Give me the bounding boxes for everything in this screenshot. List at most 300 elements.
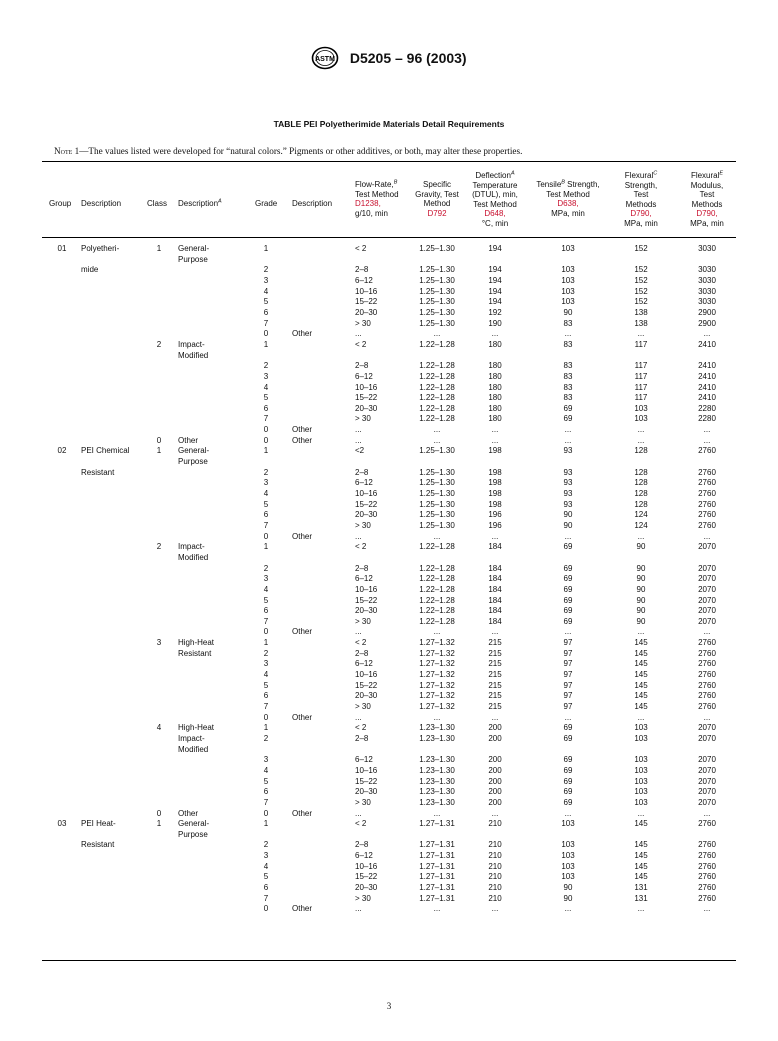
- cell-fs: 117: [634, 371, 648, 381]
- cell-tens: 93: [563, 478, 573, 488]
- cell-group: 03: [57, 819, 67, 829]
- cell-flow: < 2: [355, 542, 367, 552]
- cell-dtul: 200: [488, 755, 502, 765]
- cell-dtul: ...: [491, 425, 499, 435]
- cell-gdesc: mide: [81, 265, 99, 275]
- cell-fs: 117: [634, 393, 648, 403]
- cell-tens: 69: [563, 403, 573, 413]
- cell-grade: 4: [263, 670, 269, 679]
- cell-sg: ...: [433, 627, 441, 637]
- dtul-standard-link[interactable]: D648,: [484, 209, 506, 218]
- cell-flow: 15–22: [355, 393, 378, 403]
- cell-sg: 1.25–1.30: [419, 286, 455, 296]
- cell-fs: 90: [636, 606, 646, 616]
- cell-grade: 2: [263, 467, 269, 477]
- cell-dtul: 198: [488, 478, 502, 488]
- cell-sg: ...: [433, 425, 441, 435]
- cell-flow: ...: [355, 904, 362, 914]
- col-flexural-modulus: Flexural$^E$ Modulus, Test Methods D790, MPa, min: [682, 171, 732, 228]
- cell-fs: 152: [634, 297, 648, 307]
- cell-fm: 2760: [698, 819, 716, 829]
- cell-dtul: 200: [488, 733, 502, 743]
- table-note: [54, 146, 522, 156]
- cell-fm: 2760: [698, 520, 716, 530]
- cell-tens: 90: [563, 307, 573, 317]
- cell-fm: 2070: [698, 584, 716, 594]
- cell-fs: 145: [634, 691, 648, 701]
- cell-group: 01: [57, 244, 67, 253]
- cell-dtul: 210: [488, 819, 502, 829]
- cell-sg: 1.22–1.28: [419, 339, 455, 349]
- cell-fs: 138: [634, 307, 648, 317]
- cell-flow: 15–22: [355, 595, 378, 605]
- cell-tens: 69: [563, 776, 573, 786]
- cell-fm: 2760: [698, 680, 716, 690]
- cell-flow: > 30: [355, 414, 371, 424]
- cell-sg: 1.27–1.31: [419, 861, 455, 871]
- cell-dtul: 210: [488, 872, 502, 882]
- cell-grade: 2: [263, 733, 269, 743]
- col-flow-rate: Flow-Rate,$^B$ Test Method D1238, g/10, min: [355, 179, 399, 218]
- cell-dtul: 190: [488, 318, 502, 328]
- cell-fm: 2070: [698, 606, 716, 616]
- cell-sg: 1.22–1.28: [419, 361, 455, 371]
- cell-fm: 2760: [698, 648, 716, 658]
- cell-sg: 1.27–1.32: [419, 659, 455, 669]
- cell-grade: 2: [263, 361, 269, 371]
- cell-flow: 6–12: [355, 478, 373, 488]
- col-group: Group: [49, 199, 72, 208]
- cell-tens: ...: [564, 329, 572, 339]
- cell-tens: 103: [561, 297, 575, 307]
- table-bottom-rule: [42, 960, 736, 961]
- cell-tens: 97: [563, 659, 573, 669]
- cell-fs: 103: [634, 733, 648, 743]
- cell-dtul: 180: [488, 393, 502, 403]
- cell-grade: 2: [263, 840, 269, 850]
- cell-fs: 90: [636, 595, 646, 605]
- cell-dtul: 200: [488, 776, 502, 786]
- cell-sg: 1.27–1.32: [419, 648, 455, 658]
- cell-tens: 103: [561, 819, 575, 829]
- cell-cdesc: General-: [178, 446, 210, 456]
- cell-tens: 69: [563, 755, 573, 765]
- cell-flow: 15–22: [355, 776, 378, 786]
- cell-cdesc: Modified: [178, 552, 209, 562]
- cell-fm: ...: [703, 712, 711, 722]
- cell-sg: 1.27–1.31: [419, 872, 455, 882]
- cell-sg: 1.22–1.28: [419, 382, 455, 392]
- cell-grade: 0: [263, 435, 269, 445]
- cell-fm: 3030: [698, 265, 716, 275]
- cell-dtul: 215: [488, 659, 502, 669]
- cell-cls: 0: [156, 435, 162, 445]
- cell-grade: 2: [263, 648, 269, 658]
- cell-flow: > 30: [355, 520, 371, 530]
- cell-cdesc: High-Heat: [178, 638, 215, 647]
- cell-fm: 2760: [698, 510, 716, 520]
- cell-fm: 2410: [698, 393, 716, 403]
- cell-fs: 152: [634, 275, 648, 285]
- note-label: Note: [54, 146, 73, 156]
- cell-cls: 1: [156, 819, 162, 829]
- cell-fs: 128: [634, 499, 648, 509]
- cell-fs: 145: [634, 670, 648, 679]
- cell-fm: 2900: [698, 307, 716, 317]
- cell-fs: 145: [634, 872, 648, 882]
- cell-gdesc: PEI Heat-: [81, 819, 116, 829]
- cell-fm: 2070: [698, 733, 716, 743]
- cell-grade: 5: [263, 297, 269, 307]
- cell-tens: 97: [563, 638, 573, 647]
- cell-sg: 1.25–1.30: [419, 499, 455, 509]
- cell-grade: 6: [263, 691, 269, 701]
- cell-gd: Other: [292, 425, 313, 435]
- sg-standard-link[interactable]: D792: [427, 208, 447, 218]
- cell-dtul: 210: [488, 883, 502, 892]
- cell-grade: 3: [263, 659, 269, 669]
- cell-tens: 83: [563, 361, 573, 371]
- cell-fm: 2760: [698, 702, 716, 711]
- cell-sg: 1.25–1.30: [419, 446, 455, 456]
- cell-dtul: 180: [488, 339, 502, 349]
- cell-tens: 83: [563, 382, 573, 392]
- cell-cdesc: Impact-: [178, 339, 205, 349]
- cell-flow: 20–30: [355, 307, 378, 317]
- cell-dtul: 180: [488, 371, 502, 381]
- cell-grade: 6: [263, 883, 269, 892]
- cell-flow: 2–8: [355, 361, 369, 371]
- cell-fm: 3030: [698, 244, 716, 253]
- cell-fs: 128: [634, 446, 648, 456]
- cell-tens: ...: [564, 425, 572, 435]
- cell-tens: 90: [563, 893, 573, 903]
- cell-tens: 103: [561, 265, 575, 275]
- cell-fs: 152: [634, 286, 648, 296]
- cell-fs: 145: [634, 819, 648, 829]
- cell-flow: ...: [355, 627, 362, 637]
- cell-sg: ...: [433, 904, 441, 914]
- cell-cls: 1: [156, 446, 162, 456]
- cell-dtul: 184: [488, 616, 502, 626]
- cell-flow: 2–8: [355, 265, 369, 275]
- cell-sg: 1.22–1.28: [419, 414, 455, 424]
- cell-tens: 93: [563, 499, 573, 509]
- flexural-strength-standard-link[interactable]: D790,: [630, 209, 652, 218]
- cell-fm: 2760: [698, 489, 716, 498]
- cell-sg: 1.27–1.32: [419, 702, 455, 711]
- cell-fs: 145: [634, 851, 648, 861]
- cell-cdesc: Purpose: [178, 254, 208, 264]
- cell-dtul: 184: [488, 595, 502, 605]
- cell-tens: 69: [563, 723, 573, 733]
- cell-fm: 2760: [698, 670, 716, 679]
- cell-fm: 2070: [698, 787, 716, 797]
- cell-fm: 2280: [698, 414, 716, 424]
- cell-flow: 10–16: [355, 489, 378, 498]
- cell-flow: > 30: [355, 318, 371, 328]
- cell-grade: 1: [263, 339, 269, 349]
- astm-logo-icon: [311, 46, 339, 70]
- cell-fm: 2070: [698, 616, 716, 626]
- cell-sg: 1.23–1.30: [419, 733, 455, 743]
- cell-fs: 103: [634, 723, 648, 733]
- cell-fs: ...: [637, 904, 645, 914]
- cell-fs: 128: [634, 489, 648, 498]
- cell-fm: 2760: [698, 478, 716, 488]
- cell-fm: 2070: [698, 755, 716, 765]
- cell-grade: 5: [263, 872, 269, 882]
- flexural-modulus-standard-link[interactable]: D790,: [696, 209, 718, 218]
- cell-sg: 1.23–1.30: [419, 755, 455, 765]
- cell-fm: 2280: [698, 403, 716, 413]
- cell-fs: 152: [634, 265, 648, 275]
- cell-sg: 1.22–1.28: [419, 595, 455, 605]
- cell-fs: 90: [636, 616, 646, 626]
- cell-tens: 93: [563, 489, 573, 498]
- cell-sg: 1.23–1.30: [419, 765, 455, 775]
- cell-dtul: 180: [488, 361, 502, 371]
- cell-cdesc: General-: [178, 244, 210, 253]
- cell-dtul: 210: [488, 840, 502, 850]
- cell-cdesc: Other: [178, 435, 199, 445]
- cell-grade: 0: [263, 627, 269, 637]
- cell-dtul: 184: [488, 574, 502, 584]
- cell-sg: 1.23–1.30: [419, 787, 455, 797]
- cell-sg: 1.22–1.28: [419, 403, 455, 413]
- cell-cdesc: High-Heat: [178, 723, 215, 733]
- cell-fm: ...: [703, 627, 711, 637]
- cell-tens: 69: [563, 616, 573, 626]
- cell-dtul: 196: [488, 510, 502, 520]
- cell-sg: 1.23–1.30: [419, 723, 455, 733]
- col-description: Description: [81, 199, 122, 208]
- cell-fs: 145: [634, 659, 648, 669]
- cell-dtul: 198: [488, 467, 502, 477]
- cell-fm: 2410: [698, 361, 716, 371]
- cell-fs: 131: [634, 883, 648, 892]
- cell-tens: 90: [563, 520, 573, 530]
- cell-gd: Other: [292, 329, 313, 339]
- cell-grade: 5: [263, 595, 269, 605]
- cell-grade: 6: [263, 787, 269, 797]
- cell-fm: 2070: [698, 797, 716, 807]
- cell-dtul: 180: [488, 414, 502, 424]
- cell-sg: 1.22–1.28: [419, 563, 455, 573]
- cell-flow: 6–12: [355, 851, 373, 861]
- cell-flow: ...: [355, 531, 362, 541]
- cell-gd: Other: [292, 531, 313, 541]
- cell-fs: 145: [634, 702, 648, 711]
- cell-grade: 4: [263, 382, 269, 392]
- cell-tens: 69: [563, 563, 573, 573]
- cell-tens: 69: [563, 765, 573, 775]
- cell-fm: ...: [703, 435, 711, 445]
- cell-gdesc: PEI Chemical: [81, 446, 130, 456]
- cell-fs: 145: [634, 840, 648, 850]
- cell-sg: 1.25–1.30: [419, 318, 455, 328]
- cell-sg: 1.27–1.32: [419, 638, 455, 647]
- cell-fm: 2070: [698, 563, 716, 573]
- standard-designation: D5205 – 96 (2003): [349, 50, 467, 66]
- cell-tens: 93: [563, 467, 573, 477]
- cell-fs: 103: [634, 797, 648, 807]
- cell-grade: 0: [263, 904, 269, 914]
- cell-flow: 10–16: [355, 765, 378, 775]
- cell-flow: > 30: [355, 797, 371, 807]
- cell-sg: 1.22–1.28: [419, 574, 455, 584]
- cell-sg: 1.25–1.30: [419, 489, 455, 498]
- cell-grade: 7: [263, 414, 269, 424]
- cell-fm: 2760: [698, 638, 716, 647]
- cell-tens: ...: [564, 435, 572, 445]
- cell-tens: ...: [564, 531, 572, 541]
- cell-sg: 1.25–1.30: [419, 510, 455, 520]
- cell-fm: 2070: [698, 542, 716, 552]
- cell-dtul: ...: [491, 808, 499, 818]
- cell-fm: 2410: [698, 371, 716, 381]
- cell-dtul: ...: [491, 712, 499, 722]
- cell-dtul: 215: [488, 702, 502, 711]
- cell-grade: 5: [263, 393, 269, 403]
- cell-flow: ...: [355, 435, 362, 445]
- cell-tens: 83: [563, 393, 573, 403]
- cell-grade: 0: [263, 329, 269, 339]
- cell-fs: 124: [634, 510, 648, 520]
- cell-dtul: 184: [488, 542, 502, 552]
- flow-standard-link[interactable]: D1238,: [355, 199, 381, 208]
- cell-fm: 2070: [698, 765, 716, 775]
- cell-fs: 131: [634, 893, 648, 903]
- cell-flow: 20–30: [355, 403, 378, 413]
- note-text: 1—The values listed were developed for “natural colors.” Pigments or other additives, or both, may alter these properties.: [72, 146, 523, 156]
- cell-tens: 83: [563, 318, 573, 328]
- cell-tens: 93: [563, 446, 573, 456]
- cell-fs: 124: [634, 520, 648, 530]
- cell-sg: 1.27–1.32: [419, 670, 455, 679]
- cell-tens: 69: [563, 733, 573, 743]
- cell-cdesc: Resistant: [178, 648, 212, 658]
- cell-dtul: 194: [488, 297, 502, 307]
- svg-text:ASTM: ASTM: [315, 56, 336, 63]
- cell-grade: 1: [263, 244, 269, 253]
- cell-grade: 0: [263, 425, 269, 435]
- cell-flow: 15–22: [355, 297, 378, 307]
- cell-fs: 145: [634, 680, 648, 690]
- cell-fm: 2760: [698, 851, 716, 861]
- cell-sg: 1.25–1.30: [419, 520, 455, 530]
- cell-grade: 3: [263, 851, 269, 861]
- cell-dtul: 198: [488, 499, 502, 509]
- cell-dtul: 194: [488, 265, 502, 275]
- cell-tens: 103: [561, 275, 575, 285]
- cell-flow: ...: [355, 808, 362, 818]
- cell-gdesc: Resistant: [81, 840, 115, 850]
- cell-grade: 5: [263, 776, 269, 786]
- tensile-standard-link[interactable]: D638,: [557, 199, 579, 208]
- cell-fs: ...: [637, 808, 645, 818]
- cell-gd: Other: [292, 904, 313, 914]
- cell-flow: 20–30: [355, 883, 378, 892]
- col-grade: Grade: [255, 199, 278, 208]
- cell-sg: 1.27–1.31: [419, 851, 455, 861]
- cell-flow: 6–12: [355, 371, 373, 381]
- cell-tens: 90: [563, 510, 573, 520]
- cell-flow: 10–16: [355, 382, 378, 392]
- cell-grade: 1: [263, 723, 269, 733]
- cell-fs: 103: [634, 755, 648, 765]
- cell-sg: ...: [433, 329, 441, 339]
- cell-sg: 1.25–1.30: [419, 265, 455, 275]
- cell-fm: 2760: [698, 861, 716, 871]
- cell-flow: > 30: [355, 702, 371, 711]
- cell-fm: 2760: [698, 840, 716, 850]
- cell-tens: 103: [561, 861, 575, 871]
- cell-tens: 103: [561, 244, 575, 253]
- cell-grade: 6: [263, 606, 269, 616]
- cell-tens: ...: [564, 904, 572, 914]
- cell-sg: 1.22–1.28: [419, 393, 455, 403]
- cell-fm: ...: [703, 904, 711, 914]
- cell-sg: 1.25–1.30: [419, 297, 455, 307]
- cell-fs: ...: [637, 627, 645, 637]
- cell-fm: 2760: [698, 467, 716, 477]
- page-number: 3: [386, 1001, 392, 1011]
- cell-grade: 6: [263, 307, 269, 317]
- cell-gd: Other: [292, 435, 313, 445]
- cell-cdesc: Modified: [178, 744, 209, 754]
- cell-flow: 2–8: [355, 563, 369, 573]
- cell-flow: 2–8: [355, 840, 369, 850]
- cell-flow: 15–22: [355, 872, 378, 882]
- cell-dtul: 194: [488, 275, 502, 285]
- cell-sg: 1.25–1.30: [419, 275, 455, 285]
- cell-fm: 2760: [698, 691, 716, 701]
- cell-grade: 7: [263, 520, 269, 530]
- cell-dtul: 184: [488, 584, 502, 594]
- cell-dtul: 184: [488, 563, 502, 573]
- cell-flow: > 30: [355, 616, 371, 626]
- cell-gd: Other: [292, 808, 313, 818]
- cell-fm: 2760: [698, 883, 716, 892]
- cell-flow: 10–16: [355, 861, 378, 871]
- cell-fs: 128: [634, 478, 648, 488]
- cell-flow: > 30: [355, 893, 371, 903]
- cell-tens: 69: [563, 542, 573, 552]
- cell-tens: 97: [563, 648, 573, 658]
- cell-flow: 6–12: [355, 659, 373, 669]
- cell-fs: 103: [634, 403, 648, 413]
- cell-flow: 20–30: [355, 691, 378, 701]
- cell-grade: 4: [263, 286, 269, 296]
- cell-tens: 83: [563, 339, 573, 349]
- cell-gdesc: Resistant: [81, 467, 115, 477]
- cell-fm: 2760: [698, 446, 716, 456]
- cell-grade: 2: [263, 265, 269, 275]
- cell-fs: 103: [634, 776, 648, 786]
- cell-sg: ...: [433, 712, 441, 722]
- cell-fm: ...: [703, 329, 711, 339]
- cell-tens: 103: [561, 286, 575, 296]
- cell-sg: 1.22–1.28: [419, 542, 455, 552]
- cell-dtul: ...: [491, 435, 499, 445]
- cell-flow: ...: [355, 712, 362, 722]
- cell-dtul: 198: [488, 489, 502, 498]
- cell-sg: 1.27–1.32: [419, 691, 455, 701]
- cell-cdesc: General-: [178, 819, 210, 829]
- cell-tens: 69: [563, 606, 573, 616]
- cell-grade: 3: [263, 755, 269, 765]
